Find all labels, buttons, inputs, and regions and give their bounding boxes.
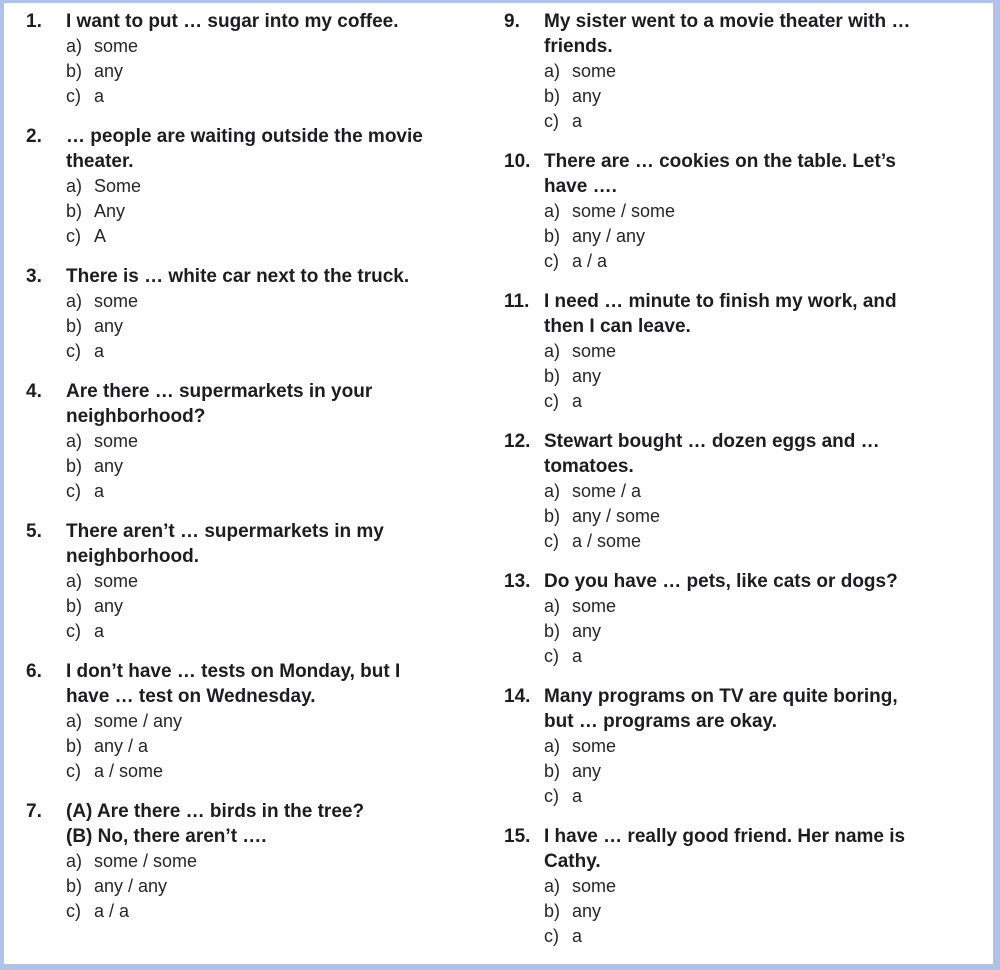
question-number: 3. bbox=[26, 266, 42, 287]
question-text bbox=[66, 379, 446, 429]
option-text: some bbox=[572, 596, 617, 616]
option-letter: a) bbox=[544, 876, 561, 896]
option-text: some / some bbox=[94, 851, 198, 871]
question-number: 1. bbox=[26, 11, 42, 32]
options-list bbox=[66, 34, 446, 109]
question-number: 13. bbox=[504, 571, 531, 592]
option-letter: c) bbox=[66, 341, 81, 361]
option-letter: c) bbox=[66, 761, 81, 781]
option-text: Some bbox=[94, 176, 142, 196]
option-text: A bbox=[94, 226, 107, 246]
option-text: any bbox=[94, 316, 124, 336]
answer-option[interactable] bbox=[544, 734, 924, 759]
options-list bbox=[544, 479, 924, 554]
answer-option[interactable] bbox=[544, 644, 924, 669]
option-text: some bbox=[94, 291, 139, 311]
question-body bbox=[544, 569, 924, 669]
option-text: some bbox=[572, 736, 617, 756]
options-list bbox=[66, 569, 446, 644]
option-text: any / some bbox=[572, 506, 661, 526]
question-body bbox=[544, 289, 924, 414]
question-line: My sister went to a movie theater with … friends. bbox=[544, 11, 911, 57]
question-item bbox=[504, 684, 982, 809]
question-item bbox=[504, 429, 982, 554]
answer-option[interactable] bbox=[66, 314, 446, 339]
option-letter: a) bbox=[66, 36, 83, 56]
option-text: a bbox=[572, 646, 583, 666]
question-text bbox=[544, 149, 924, 199]
option-letter: a) bbox=[544, 596, 561, 616]
answer-option[interactable] bbox=[66, 199, 446, 224]
options-list bbox=[544, 59, 924, 134]
question-body bbox=[66, 799, 446, 924]
option-letter: a) bbox=[66, 711, 83, 731]
answer-option[interactable] bbox=[544, 784, 924, 809]
answer-option[interactable] bbox=[66, 709, 446, 734]
question-body bbox=[66, 379, 446, 504]
options-list bbox=[66, 289, 446, 364]
option-letter: c) bbox=[544, 531, 559, 551]
option-text: some / a bbox=[572, 481, 642, 501]
option-text: some bbox=[572, 876, 617, 896]
answer-option[interactable] bbox=[66, 899, 446, 924]
answer-option[interactable] bbox=[66, 594, 446, 619]
option-letter: c) bbox=[66, 226, 81, 246]
answer-option[interactable] bbox=[544, 874, 924, 899]
question-line: Are there … supermarkets in your neighborhood? bbox=[66, 381, 373, 427]
answer-option[interactable] bbox=[544, 759, 924, 784]
question-number: 4. bbox=[26, 381, 42, 402]
answer-option[interactable] bbox=[66, 569, 446, 594]
answer-option[interactable] bbox=[544, 224, 924, 249]
option-letter: a) bbox=[66, 851, 83, 871]
option-letter: c) bbox=[66, 621, 81, 641]
answer-option[interactable] bbox=[66, 619, 446, 644]
option-text: a bbox=[94, 86, 105, 106]
option-text: any bbox=[94, 596, 124, 616]
option-text: a / a bbox=[572, 251, 608, 271]
question-text bbox=[66, 519, 446, 569]
question-line: There is … white car next to the truck. bbox=[66, 266, 410, 287]
question-item bbox=[26, 264, 504, 364]
option-text: any / any bbox=[94, 876, 168, 896]
question-number: 10. bbox=[504, 151, 531, 172]
option-text: some bbox=[572, 341, 617, 361]
question-text bbox=[544, 9, 924, 59]
question-body bbox=[544, 149, 924, 274]
options-list bbox=[544, 594, 924, 669]
question-number: 7. bbox=[26, 801, 42, 822]
option-letter: b) bbox=[544, 506, 561, 526]
option-letter: b) bbox=[544, 366, 561, 386]
question-text bbox=[66, 9, 446, 34]
answer-option[interactable] bbox=[544, 479, 924, 504]
option-letter: c) bbox=[544, 646, 559, 666]
option-letter: b) bbox=[66, 316, 83, 336]
answer-option[interactable] bbox=[544, 899, 924, 924]
option-letter: a) bbox=[544, 201, 561, 221]
answer-option[interactable] bbox=[66, 174, 446, 199]
question-text bbox=[544, 824, 924, 874]
option-text: any / any bbox=[572, 226, 646, 246]
answer-option[interactable] bbox=[66, 59, 446, 84]
answer-option[interactable] bbox=[66, 734, 446, 759]
answer-option[interactable] bbox=[544, 389, 924, 414]
answer-option[interactable] bbox=[544, 504, 924, 529]
question-line: I need … minute to finish my work, and then I can leave. bbox=[544, 291, 897, 337]
question-item bbox=[26, 9, 504, 109]
question-body bbox=[66, 519, 446, 644]
option-text: Any bbox=[94, 201, 126, 221]
question-number: 11. bbox=[504, 291, 530, 312]
question-body bbox=[544, 9, 924, 134]
question-line: There aren’t … supermarkets in my neighborhood. bbox=[66, 521, 384, 567]
answer-option[interactable] bbox=[544, 59, 924, 84]
question-number: 6. bbox=[26, 661, 42, 682]
question-line: Many programs on TV are quite boring, but … programs are okay. bbox=[544, 686, 898, 732]
question-item bbox=[504, 289, 982, 414]
option-letter: c) bbox=[544, 786, 559, 806]
option-letter: b) bbox=[544, 901, 561, 921]
option-text: any bbox=[572, 761, 602, 781]
question-item bbox=[504, 149, 982, 274]
options-list bbox=[66, 174, 446, 249]
question-body bbox=[66, 659, 446, 784]
option-text: any bbox=[94, 456, 124, 476]
option-letter: a) bbox=[544, 481, 561, 501]
option-text: a bbox=[572, 786, 583, 806]
option-text: some bbox=[94, 36, 139, 56]
answer-option[interactable] bbox=[66, 339, 446, 364]
question-number: 9. bbox=[504, 11, 520, 32]
question-item bbox=[26, 519, 504, 644]
option-text: any / a bbox=[94, 736, 149, 756]
option-text: some / any bbox=[94, 711, 183, 731]
answer-option[interactable] bbox=[544, 199, 924, 224]
question-text bbox=[66, 659, 446, 709]
answer-option[interactable] bbox=[544, 924, 924, 949]
answer-option[interactable] bbox=[544, 109, 924, 134]
option-text: any bbox=[572, 86, 602, 106]
option-text: some bbox=[572, 61, 617, 81]
option-text: a / some bbox=[572, 531, 642, 551]
option-letter: a) bbox=[66, 176, 83, 196]
answer-option[interactable] bbox=[66, 429, 446, 454]
answer-option[interactable] bbox=[544, 84, 924, 109]
question-number: 5. bbox=[26, 521, 42, 542]
option-letter: c) bbox=[66, 481, 81, 501]
answer-option[interactable] bbox=[66, 874, 446, 899]
option-text: any bbox=[94, 61, 124, 81]
option-letter: a) bbox=[544, 736, 561, 756]
question-item bbox=[504, 569, 982, 669]
option-letter: c) bbox=[66, 86, 81, 106]
question-number: 14. bbox=[504, 686, 531, 707]
option-letter: c) bbox=[544, 926, 559, 946]
question-number: 12. bbox=[504, 431, 531, 452]
question-text bbox=[544, 684, 924, 734]
option-letter: c) bbox=[544, 391, 559, 411]
option-text: some / some bbox=[572, 201, 676, 221]
question-text bbox=[66, 264, 446, 289]
option-letter: b) bbox=[544, 621, 561, 641]
option-text: a / some bbox=[94, 761, 164, 781]
question-line: … people are waiting outside the movie theater. bbox=[66, 126, 423, 172]
question-text bbox=[544, 569, 924, 594]
question-item bbox=[504, 824, 982, 949]
question-text bbox=[66, 799, 446, 849]
option-letter: c) bbox=[544, 251, 559, 271]
options-list bbox=[544, 339, 924, 414]
option-text: a bbox=[572, 391, 583, 411]
option-letter: a) bbox=[66, 431, 83, 451]
option-letter: c) bbox=[66, 901, 81, 921]
option-text: any bbox=[572, 621, 602, 641]
answer-option[interactable] bbox=[544, 249, 924, 274]
answer-option[interactable] bbox=[66, 84, 446, 109]
question-item bbox=[26, 799, 504, 924]
option-letter: b) bbox=[66, 736, 83, 756]
question-line: (B) No, there aren’t …. bbox=[66, 826, 267, 847]
answer-option[interactable] bbox=[66, 759, 446, 784]
option-text: any bbox=[572, 366, 602, 386]
option-letter: b) bbox=[66, 876, 83, 896]
options-list bbox=[66, 429, 446, 504]
question-text bbox=[544, 429, 924, 479]
question-line: (A) Are there … birds in the tree? bbox=[66, 801, 365, 822]
option-letter: b) bbox=[544, 86, 561, 106]
option-text: a bbox=[94, 481, 105, 501]
option-letter: b) bbox=[66, 201, 83, 221]
answer-option[interactable] bbox=[66, 289, 446, 314]
option-letter: a) bbox=[66, 571, 83, 591]
option-letter: c) bbox=[544, 111, 559, 131]
answer-option[interactable] bbox=[544, 594, 924, 619]
answer-option[interactable] bbox=[544, 364, 924, 389]
question-line: Do you have … pets, like cats or dogs? bbox=[544, 571, 898, 592]
option-text: a bbox=[572, 111, 583, 131]
option-letter: b) bbox=[544, 761, 561, 781]
answer-option[interactable] bbox=[66, 34, 446, 59]
question-line: I have … really good friend. Her name is Cathy. bbox=[544, 826, 906, 872]
question-item bbox=[26, 659, 504, 784]
option-letter: b) bbox=[66, 61, 83, 81]
option-text: some bbox=[94, 431, 139, 451]
options-list bbox=[544, 199, 924, 274]
question-item bbox=[26, 124, 504, 249]
question-body bbox=[66, 264, 446, 364]
options-list bbox=[544, 734, 924, 809]
option-letter: a) bbox=[544, 61, 561, 81]
question-body bbox=[66, 9, 446, 109]
column-right bbox=[504, 9, 982, 964]
question-text bbox=[66, 124, 446, 174]
answer-option[interactable] bbox=[66, 849, 446, 874]
question-body bbox=[544, 824, 924, 949]
options-list bbox=[66, 709, 446, 784]
question-body bbox=[544, 684, 924, 809]
question-number: 15. bbox=[504, 826, 531, 847]
option-text: a bbox=[94, 621, 105, 641]
answer-option[interactable] bbox=[66, 479, 446, 504]
option-text: a / a bbox=[94, 901, 130, 921]
option-text: some bbox=[94, 571, 139, 591]
option-letter: b) bbox=[544, 226, 561, 246]
question-line: I don’t have … tests on Monday, but I have … test on Wednesday. bbox=[66, 661, 401, 707]
option-text: a bbox=[94, 341, 105, 361]
question-body bbox=[66, 124, 446, 249]
option-letter: a) bbox=[544, 341, 561, 361]
answer-option[interactable] bbox=[544, 529, 924, 554]
question-item bbox=[26, 379, 504, 504]
options-list bbox=[544, 874, 924, 949]
question-body bbox=[544, 429, 924, 554]
answer-option[interactable] bbox=[544, 619, 924, 644]
answer-option[interactable] bbox=[66, 454, 446, 479]
option-letter: b) bbox=[66, 596, 83, 616]
question-number: 2. bbox=[26, 126, 42, 147]
question-item bbox=[504, 9, 982, 134]
question-line: There are … cookies on the table. Let’s have …. bbox=[544, 151, 896, 197]
question-text bbox=[544, 289, 924, 339]
column-left bbox=[26, 9, 504, 964]
option-letter: a) bbox=[66, 291, 83, 311]
option-text: any bbox=[572, 901, 602, 921]
answer-option[interactable] bbox=[544, 339, 924, 364]
options-list bbox=[66, 849, 446, 924]
question-line: Stewart bought … dozen eggs and … tomatoes. bbox=[544, 431, 880, 477]
option-letter: b) bbox=[66, 456, 83, 476]
question-line: I want to put … sugar into my coffee. bbox=[66, 11, 399, 32]
option-text: a bbox=[572, 926, 583, 946]
answer-option[interactable] bbox=[66, 224, 446, 249]
